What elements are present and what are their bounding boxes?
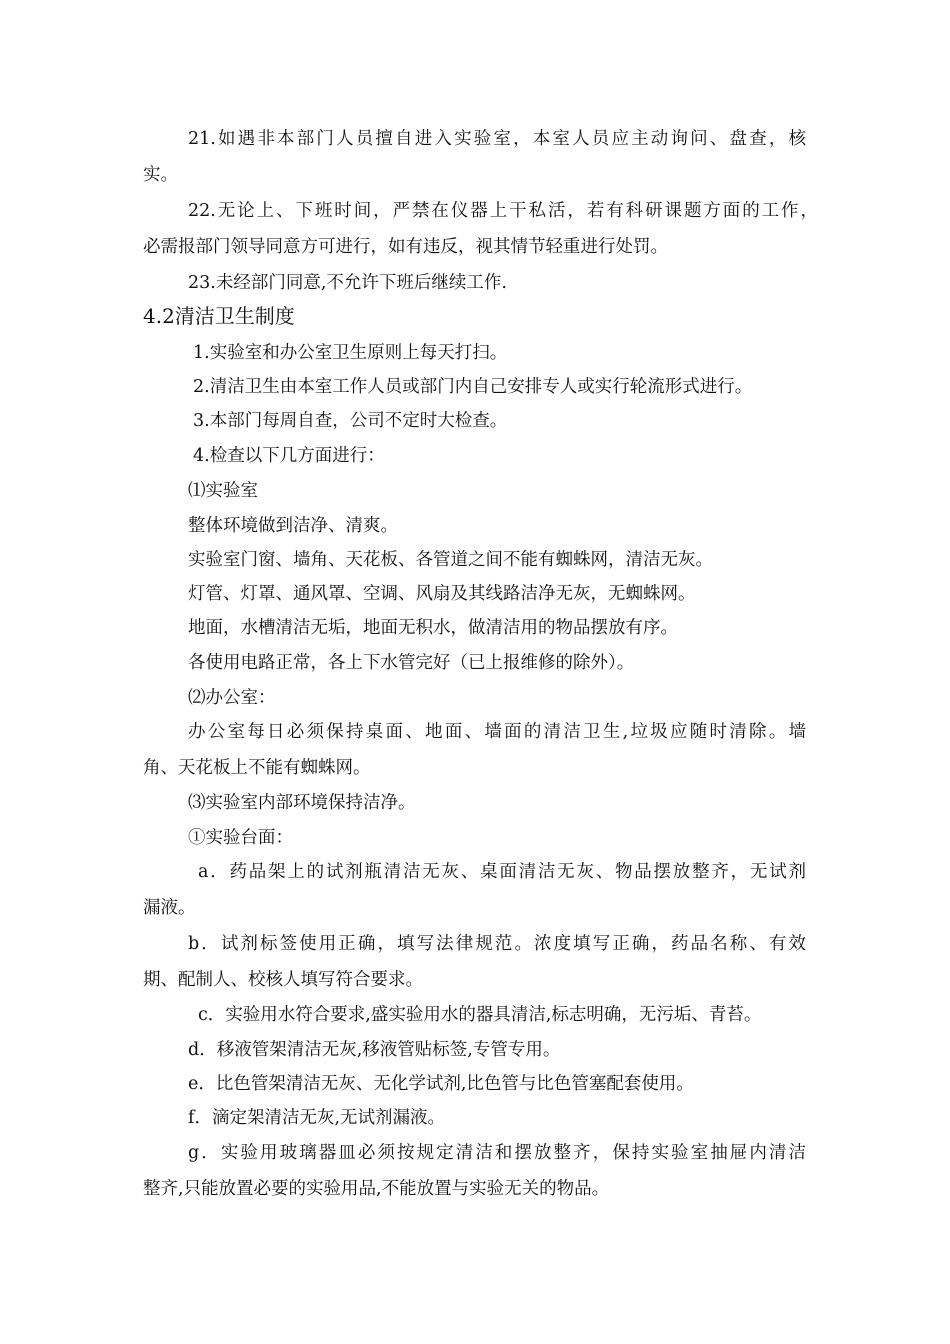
item-b-line1: b．试剂标签使用正确，填写法律规范。浓度填写正确，药品名称、有效 <box>188 934 806 954</box>
bench-title: ①实验台面： <box>188 828 293 848</box>
rule-22-line1: 22.无论上、下班时间，严禁在仪器上干私活，若有科研课题方面的工作， <box>188 201 818 221</box>
item-a-line1: a．药品架上的试剂瓶清洁无灰、桌面清洁无灰、物品摆放整齐，无试剂 <box>198 862 806 882</box>
lab-line-1: 整体环境做到洁净、清爽。 <box>188 516 398 536</box>
item-4: 4.检查以下几方面进行： <box>193 446 385 466</box>
item-2: 2.清洁卫生由本室工作人员或部门内自己安排专人或实行轮流形式进行。 <box>193 377 753 397</box>
item-g-line1: g．实验用玻璃器皿必须按规定清洁和摆放整齐，保持实验室抽屉内清洁 <box>188 1143 806 1163</box>
item-3: 3.本部门每周自查，公司不定时大检查。 <box>193 411 508 431</box>
lab-line-4: 地面，水槽清洁无垢，地面无积水，做清洁用的物品摆放有序。 <box>188 618 678 638</box>
rule-22-line2: 必需报部门领导同意方可进行，如有违反，视其情节轻重进行处罚。 <box>143 237 668 257</box>
lab-line-3: 灯管、灯罩、通风罩、空调、风扇及其线路洁净无灰，无蜘蛛网。 <box>188 584 696 604</box>
section-heading: 4.2清洁卫生制度 <box>143 304 295 328</box>
item-f: f．滴定架清洁无灰,无试剂漏液。 <box>188 1108 446 1128</box>
lab-line-2: 实验室门窗、墙角、天花板、各管道之间不能有蜘蛛网，清洁无灰。 <box>188 550 713 570</box>
item-g-line2: 整齐,只能放置必要的实验用品,不能放置与实验无关的物品。 <box>143 1179 610 1199</box>
lab-title: ⑴实验室 <box>188 481 258 501</box>
item-1: 1.实验室和办公室卫生原则上每天打扫。 <box>193 343 508 363</box>
office-title: ⑵办公室： <box>188 688 276 708</box>
office-line1: 办公室每日必须保持桌面、地面、墙面的清洁卫生,垃圾应随时清除。墙 <box>188 722 806 742</box>
office-line2: 角、天花板上不能有蜘蛛网。 <box>143 758 371 778</box>
rule-21-line1: 21.如遇非本部门人员擅自进入实验室，本室人员应主动询问、盘查，核 <box>188 129 806 149</box>
rule-21-line2: 实。 <box>143 165 178 185</box>
rule-23: 23.未经部门同意,不允许下班后继续工作. <box>188 273 507 293</box>
item-b-line2: 期、配制人、校核人填写符合要求。 <box>143 970 423 990</box>
lab-line-5: 各使用电路正常，各上下水管完好（已上报维修的除外）。 <box>188 653 635 673</box>
item-a-line2: 漏液。 <box>143 898 196 918</box>
item-d: d．移液管架清洁无灰,移液管贴标签,专管专用。 <box>188 1040 561 1060</box>
item-c: c．实验用水符合要求,盛实验用水的器具清洁,标志明确，无污垢、青苔。 <box>198 1005 762 1025</box>
lab-internal-title: ⑶实验室内部环境保持洁净。 <box>188 793 416 813</box>
item-e: e．比色管架清洁无灰、无化学试剂,比色管与比色管塞配套使用。 <box>188 1074 694 1094</box>
